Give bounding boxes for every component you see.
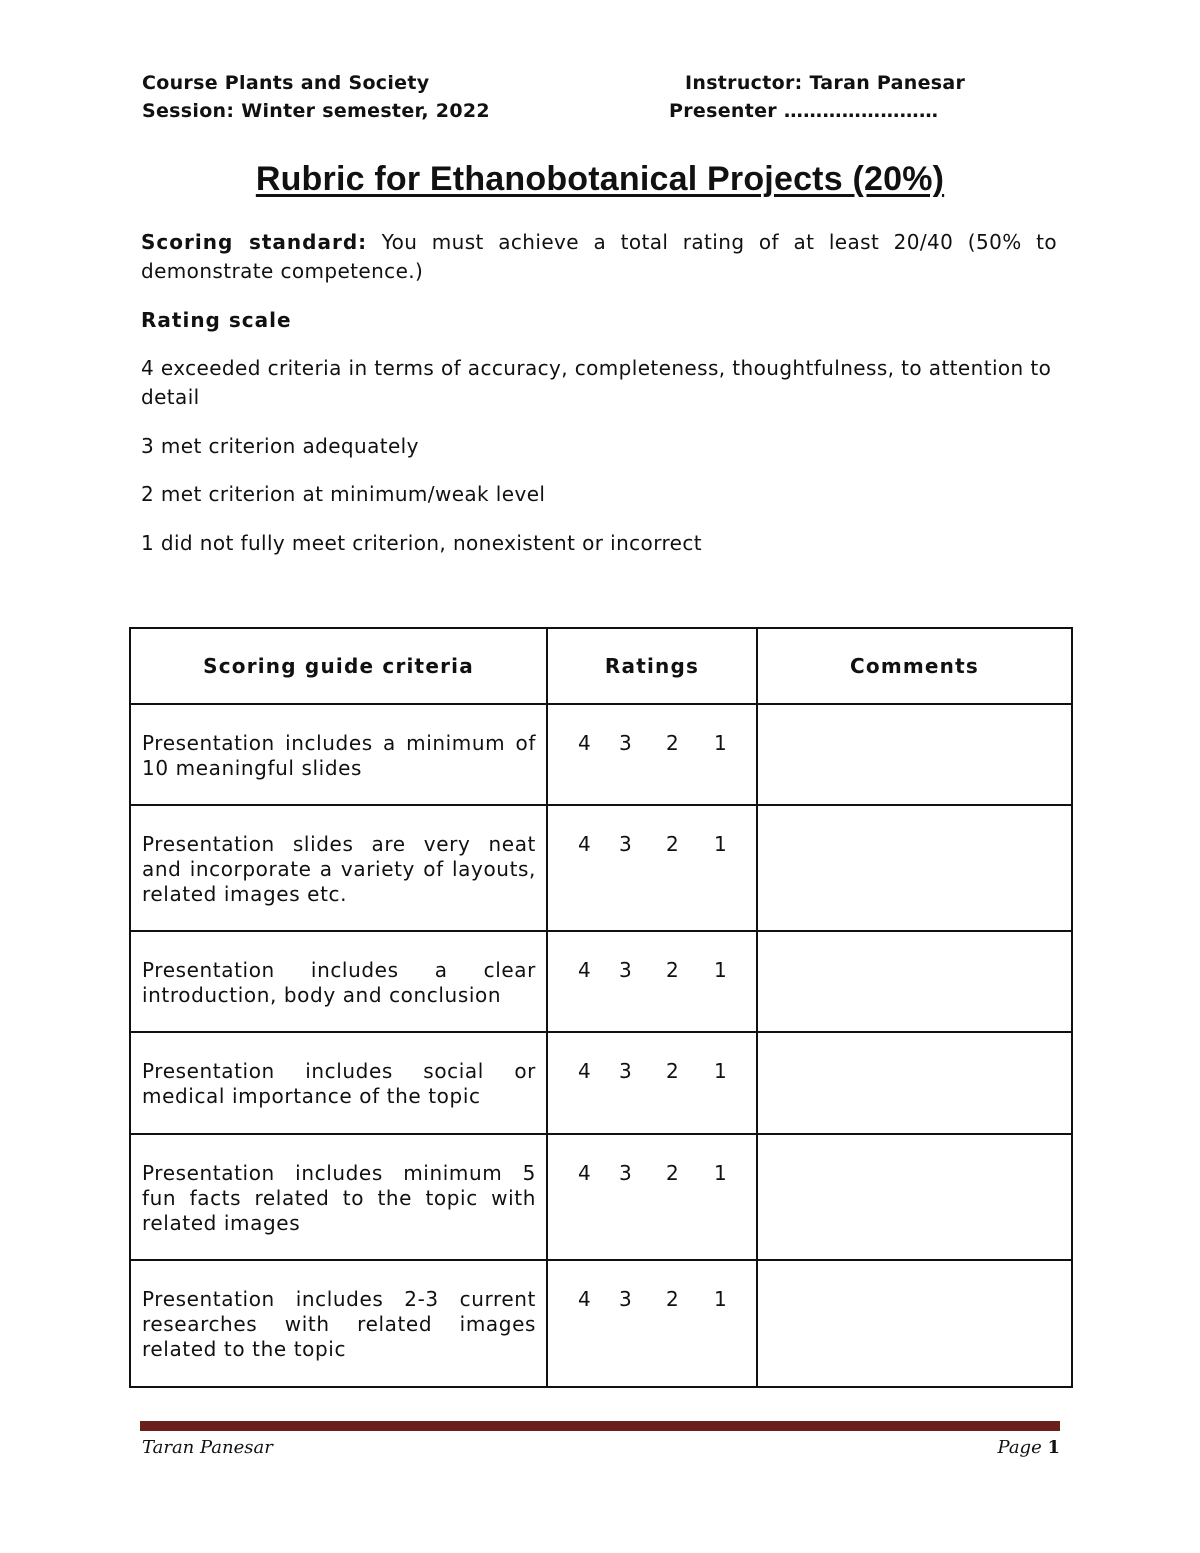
criterion-cell: Presentation includes social or medical importance of the topic — [130, 1032, 547, 1134]
table-row — [130, 931, 1072, 1032]
rating-option-3[interactable]: 3 — [619, 1161, 632, 1185]
comment-cell[interactable] — [757, 704, 1072, 805]
course-name: Course Plants and Society — [142, 72, 430, 94]
rating-option-3[interactable]: 3 — [619, 1059, 632, 1083]
instructor-name: Instructor: Taran Panesar — [685, 72, 966, 94]
scoring-standard-text: You must achieve a total rating of at least 20/40 (50% to demonstrate competence.) — [141, 230, 1057, 283]
comment-cell[interactable] — [757, 931, 1072, 1032]
footer-author: Taran Panesar — [142, 1437, 273, 1458]
document-title: Rubric for Ethanobotanical Projects (20%) — [255, 160, 945, 198]
rating-option-2[interactable]: 2 — [666, 1059, 679, 1083]
rating-option-2[interactable]: 2 — [666, 832, 679, 856]
rating-option-2[interactable]: 2 — [666, 958, 679, 982]
rating-option-4[interactable]: 4 — [578, 1161, 591, 1185]
rating-option-1[interactable]: 1 — [714, 1059, 727, 1083]
rating-option-1[interactable]: 1 — [714, 1287, 727, 1311]
comment-cell[interactable] — [757, 805, 1072, 931]
presenter-field: Presenter …………………… — [669, 100, 939, 122]
page-label: Page — [997, 1437, 1042, 1458]
comment-cell[interactable] — [757, 1032, 1072, 1134]
footer-divider — [140, 1421, 1060, 1431]
header-comments: Comments — [757, 628, 1072, 704]
table-row — [130, 704, 1072, 805]
ratings-cell — [547, 931, 757, 1032]
table-row — [130, 1260, 1072, 1387]
footer-page — [998, 1437, 1060, 1458]
rating-option-1[interactable]: 1 — [714, 1161, 727, 1185]
rating-option-1[interactable]: 1 — [714, 958, 727, 982]
scoring-standard — [141, 228, 1057, 286]
ratings-cell — [547, 704, 757, 805]
rating-option-4[interactable]: 4 — [578, 1287, 591, 1311]
table-header-row — [130, 628, 1072, 704]
rating-scale-item-4: 4 exceeded criteria in terms of accuracy, completeness, thoughtfulness, to attention to detail — [141, 356, 1052, 409]
rubric-table — [129, 627, 1073, 1388]
table-row — [130, 1134, 1072, 1260]
ratings-cell — [547, 1032, 757, 1134]
header-criteria: Scoring guide criteria — [130, 628, 547, 704]
rating-scale-item-2: 2 met criterion at minimum/weak level — [141, 482, 546, 506]
rating-option-3[interactable]: 3 — [619, 832, 632, 856]
table-row — [130, 805, 1072, 931]
rating-option-3[interactable]: 3 — [619, 731, 632, 755]
rating-option-1[interactable]: 1 — [714, 832, 727, 856]
page-number: 1 — [1047, 1437, 1060, 1458]
criterion-cell: Presentation includes 2-3 current researches with related images related to the topic — [130, 1260, 547, 1387]
rating-option-4[interactable]: 4 — [578, 958, 591, 982]
criterion-cell: Presentation slides are very neat and incorporate a variety of layouts, related images etc. — [130, 805, 547, 931]
ratings-cell — [547, 1260, 757, 1387]
criterion-cell: Presentation includes a clear introduction, body and conclusion — [130, 931, 547, 1032]
comment-cell[interactable] — [757, 1260, 1072, 1387]
header-ratings: Ratings — [547, 628, 757, 704]
header-row-1 — [142, 72, 1062, 100]
rating-option-3[interactable]: 3 — [619, 958, 632, 982]
rating-option-1[interactable]: 1 — [714, 731, 727, 755]
rating-option-2[interactable]: 2 — [666, 1287, 679, 1311]
session-info: Session: Winter semester, 2022 — [142, 100, 490, 122]
scoring-standard-label: Scoring standard: — [141, 230, 368, 254]
rating-option-4[interactable]: 4 — [578, 1059, 591, 1083]
rating-option-4[interactable]: 4 — [578, 731, 591, 755]
table-row — [130, 1032, 1072, 1134]
page-header — [142, 72, 1062, 128]
rating-option-4[interactable]: 4 — [578, 832, 591, 856]
rating-scale-item-1: 1 did not fully meet criterion, nonexistent or incorrect — [141, 531, 702, 555]
comment-cell[interactable] — [757, 1134, 1072, 1260]
ratings-cell — [547, 805, 757, 931]
header-row-2 — [142, 100, 1062, 128]
rating-option-2[interactable]: 2 — [666, 1161, 679, 1185]
rating-scale-item-3: 3 met criterion adequately — [141, 434, 419, 458]
criterion-cell: Presentation includes minimum 5 fun facts related to the topic with related images — [130, 1134, 547, 1260]
rating-option-2[interactable]: 2 — [666, 731, 679, 755]
ratings-cell — [547, 1134, 757, 1260]
rating-scale-heading: Rating scale — [141, 308, 292, 332]
criterion-cell: Presentation includes a minimum of 10 meaningful slides — [130, 704, 547, 805]
rating-option-3[interactable]: 3 — [619, 1287, 632, 1311]
